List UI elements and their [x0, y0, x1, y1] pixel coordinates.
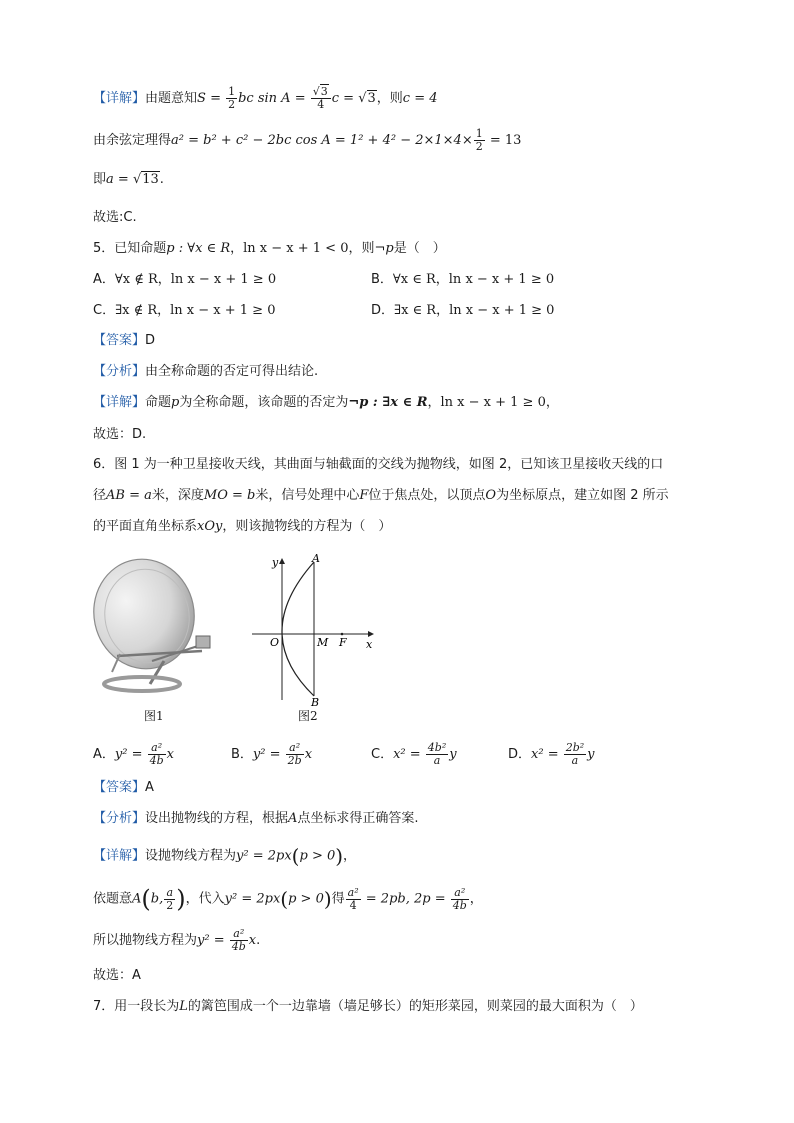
math: = 13	[485, 133, 522, 148]
q6-answer: 【答案】A	[93, 780, 154, 795]
point-o-label: O	[270, 636, 280, 649]
q6-stem-line-3: 的平面直角坐标系xOy，则该抛物线的方程为（ ）	[93, 519, 392, 534]
q5-option-b[interactable]: B．∀x ∈ R，ln x − x + 1 ≥ 0	[371, 272, 555, 287]
q7-stem: 7．用一段长为L的篱笆围成一个一边靠墙（墙足够长）的矩形菜园，则菜园的最大面积为（ ）	[93, 999, 643, 1014]
q5-option-c[interactable]: C．∃x ∉ R，ln x − x + 1 ≥ 0	[93, 303, 276, 318]
q6-option-c[interactable]: C．x² = $\frac{\text{4b²}}{a}$ y	[371, 741, 457, 767]
q5-choose: 故选：D.	[93, 427, 147, 442]
fraction: $\frac{√3}{4}$	[311, 86, 331, 111]
text: 即	[93, 172, 107, 187]
detail-tag: 【详解】	[93, 848, 146, 864]
q4-result-line: 即a = √13.	[93, 172, 164, 187]
q4-choose: 故选:C.	[93, 210, 137, 225]
text: .	[159, 172, 164, 187]
q5-stem: 5．已知命题p : ∀x ∈ R，ln x − x + 1 < 0，则¬p是（ ）	[93, 241, 446, 256]
q6-choose: 故选：A	[93, 968, 141, 983]
math: a² = b² + c² − 2bc cos A = 1² + 4² − 2×1×4×	[171, 133, 473, 148]
q6-options-row	[93, 738, 713, 768]
q6-step-line: 依题意A(b, $\frac{a}{2}$ )，代入y² = 2px(p > 0)得 $\frac{\text{a²}}{4}$ = 2pb, 2p = $\frac{\text{a²}}{4b}$ ，	[93, 885, 483, 913]
text: 由题意知	[145, 91, 198, 106]
math: S =	[197, 91, 226, 106]
fig2-caption: 图2	[298, 709, 318, 723]
math: bc sin A =	[238, 91, 310, 106]
q6-detail: 【详解】设抛物线方程为y² = 2px(p > 0)，	[93, 844, 357, 868]
math: c = 4	[402, 91, 438, 106]
detail-tag: 【详解】	[93, 91, 146, 106]
q6-result-line: 所以抛物线方程为y² = $\frac{\text{a²}}{4b}$ x.	[93, 927, 261, 953]
fraction: $\frac{1}{2}$	[475, 127, 483, 153]
text: ，则	[376, 91, 403, 106]
q5-option-a[interactable]: A．∀x ∉ R，ln x − x + 1 ≥ 0	[93, 272, 277, 287]
math: c =	[331, 91, 359, 106]
point-m-label: M	[317, 636, 329, 649]
q5-options-row-1	[93, 270, 713, 290]
answer-tag: 【答案】	[93, 780, 146, 795]
fraction: $\frac{1}{2}$	[228, 85, 236, 111]
point-a-label: A	[312, 552, 320, 565]
q5-answer: 【答案】D	[93, 333, 156, 348]
parabola-diagram	[244, 550, 384, 708]
fig1-caption: 图1	[144, 709, 164, 723]
axis-x-label: x	[366, 638, 373, 651]
q5-detail: 【详解】命题p为全称命题，该命题的否定为¬p : ∃x ∈ R，ln x − x + 1 ≥ 0，	[93, 395, 559, 410]
q5-option-d[interactable]: D．∃x ∈ R，ln x − x + 1 ≥ 0	[371, 303, 555, 318]
analysis-tag: 【分析】	[93, 811, 146, 826]
q4-cosine-line	[93, 128, 521, 153]
point-b-label: B	[311, 696, 320, 708]
satellite-dish-image	[92, 556, 218, 694]
q5-analysis: 【分析】由全称命题的否定可得出结论.	[93, 364, 319, 379]
detail-tag: 【详解】	[93, 395, 146, 410]
point-f-label: F	[339, 636, 347, 649]
axis-y-label: y	[272, 556, 279, 569]
q6-stem-line-2: 径AB = a米，深度MO = b米，信号处理中心F位于焦点处，以顶点O为坐标原点，建立如图 2 所示	[93, 488, 669, 503]
text: 由余弦定理得	[93, 133, 172, 148]
analysis-tag: 【分析】	[93, 364, 146, 379]
q4-detail-line: 【详解】由题意知S = $\frac{1}{2}$ bc sin A = $\frac{√3}{4}$ c = √3，则c = 4	[93, 85, 438, 111]
q6-analysis: 【分析】设出抛物线的方程，根据A点坐标求得正确答案.	[93, 811, 419, 826]
q6-option-a[interactable]: A．y² = $\frac{\text{a²}}{4b}$ x	[93, 741, 175, 767]
q6-stem-line-1: 6．图 1 为一种卫星接收天线，其曲面与轴截面的交线为抛物线，如图 2，已知该卫星接收天线的口	[93, 457, 664, 472]
math: a =	[106, 172, 133, 187]
q5-options-row-2	[93, 301, 713, 321]
q6-option-b[interactable]: B．y² = $\frac{\text{a²}}{2b}$ x	[231, 741, 313, 767]
answer-tag: 【答案】	[93, 333, 146, 348]
q6-option-d[interactable]: D．x² = $\frac{\text{2b²}}{a}$ y	[508, 741, 595, 767]
